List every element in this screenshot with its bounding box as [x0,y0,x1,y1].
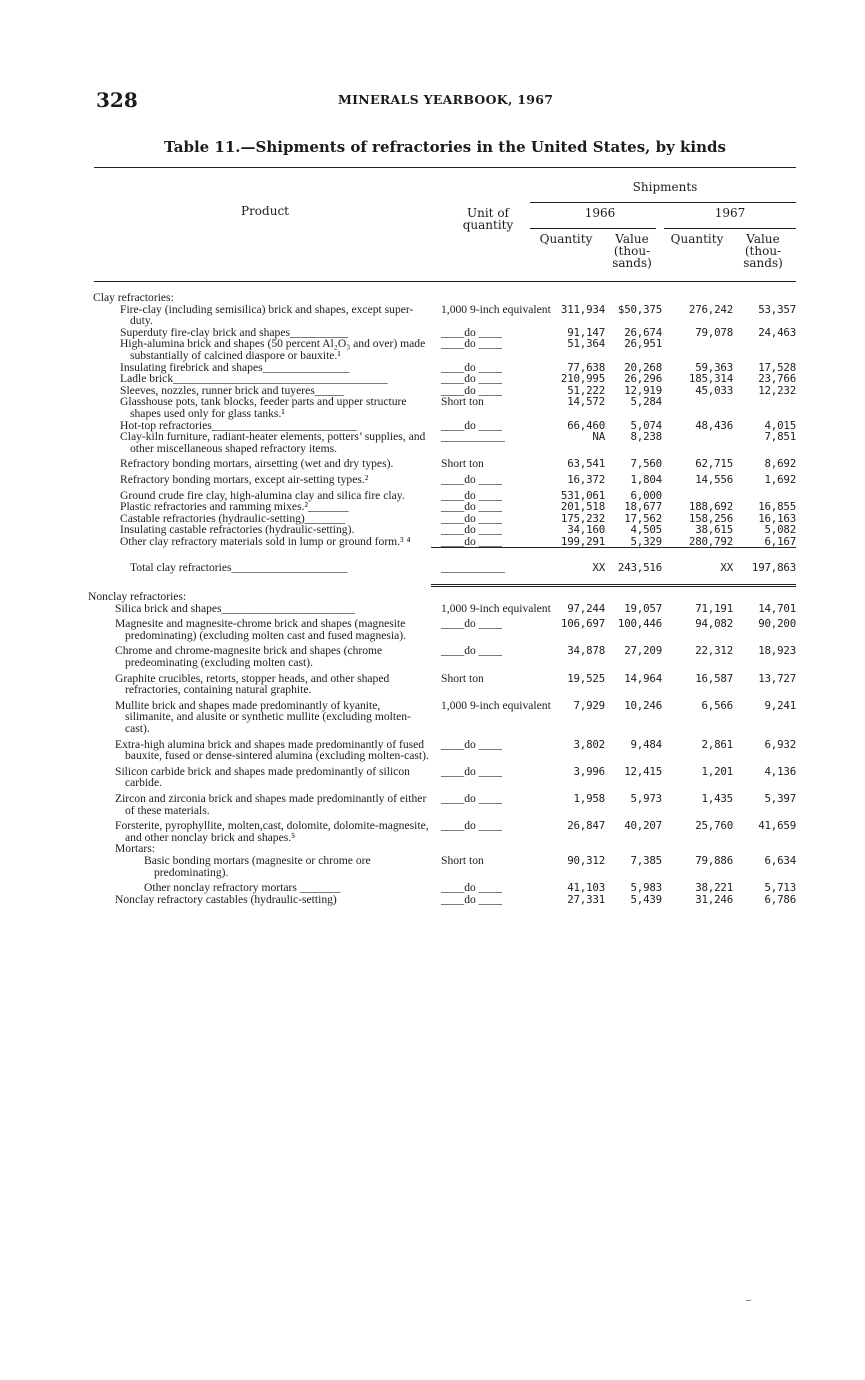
quantity-1967-cell: 59,363 [695,360,733,374]
header-year-1967: 1967 [714,206,746,220]
unit-cell: Short ton [441,671,484,685]
quantity-1967-cell: 2,861 [701,737,733,751]
header-value-1967-l3: sands) [743,256,783,270]
product-cell [88,641,431,668]
quantity-1966-cell: 3,996 [573,764,605,778]
quantity-1966-cell: 531,061 [560,488,605,502]
product-cell [88,338,431,361]
value-1967-cell: 18,923 [758,644,797,658]
quantity-1967-cell: 38,615 [695,523,733,537]
product-label: High-alumina brick and shapes (50 percent Al₂O₃ and over) made substantially of calcined diaspore or bauxite.¹ [120,337,426,362]
table-row [88,470,796,486]
product-cell [88,454,431,470]
product-cell [88,669,431,696]
quantity-1967-cell: 48,436 [695,418,733,432]
stray-mark [746,1300,751,1301]
quantity-1967-cell: 188,692 [688,500,733,514]
product-cell [88,894,431,906]
unit-cell: Short ton [441,457,484,471]
value-1967-cell: 16,163 [758,511,797,525]
quantity-1966-cell: 34,878 [567,644,605,658]
product-label: Clay-kiln furniture, radiant-heater elements, potters’ supplies, and other miscellaneous shaped refractory items. [120,430,426,455]
table-row [88,431,796,454]
value-1967-cell: 5,082 [764,523,797,537]
quantity-1967-cell: 79,078 [695,325,733,339]
quantity-1967-cell: 1,435 [701,791,733,805]
product-label: Glasshouse pots, tank blocks, feeder parts and upper structure shapes used only for glass tanks.¹ [120,395,407,420]
header-unit-line2: quantity [462,218,514,232]
value-1967-cell: 23,766 [758,372,797,386]
quantity-1966-cell: 1,958 [573,791,605,805]
value-1966-cell: 26,951 [624,337,662,351]
value-1966-cell: 4,505 [630,523,662,537]
unit-cell: ____do ____ [441,488,502,502]
quantity-1966-cell: 3,802 [573,737,605,751]
quantity-1967-cell: 22,312 [695,644,733,658]
table-row [88,696,796,735]
product-cell [88,614,431,641]
quantity-1967-cell: 14,556 [695,472,733,486]
quantity-1967-cell: 71,191 [695,601,733,615]
nonclay-heading: Nonclay refractories: [88,590,187,604]
unit-cell: Short ton [441,395,484,409]
value-1967-cell: 5,713 [764,881,797,895]
table-row [88,338,796,361]
header-bottom-rule [94,281,796,282]
quantity-1967-cell: 276,242 [688,302,733,316]
table-row [88,614,796,641]
value-1966-cell: 26,296 [624,372,662,386]
product-label: Insulating castable refractories (hydraulic-setting). [120,523,355,537]
value-1966-cell: 6,000 [630,488,662,502]
table-row [88,855,796,878]
product-label: Silicon carbide brick and shapes made predominantly of silicon carbide. [115,764,410,790]
value-1966-cell: 20,268 [624,360,662,374]
quantity-1966-cell: 201,518 [560,500,605,514]
product-label: Basic bonding mortars (magnesite or chrome ore predominating). [144,853,371,879]
value-1966-cell: 18,677 [624,500,662,514]
product-label: Nonclay refractory castables (hydraulic-setting) [115,892,337,906]
value-1966-cell: 40,207 [624,819,662,833]
quantity-1966-cell: 90,312 [567,853,605,867]
product-label: Fire-clay (including semisilica) brick and shapes, except super-duty. [120,302,414,328]
product-label: Castable refractories (hydraulic-setting)_______ [120,511,346,525]
unit-cell: ____do ____ [441,534,502,548]
total-q66-cell: XX [518,548,605,586]
product-label: Refractory bonding mortars, airsetting (wet and dry types). [120,457,394,471]
unit-cell: ____do ____ [441,881,502,895]
value-1966-cell: 27,209 [624,644,662,658]
value-1966-cell: 9,484 [630,737,662,751]
product-label: Refractory bonding mortars, except air-setting types.² [120,472,369,486]
total-label: Total clay refractories____________________ [130,560,348,574]
quantity-1967-cell: 6,566 [701,698,733,712]
value-1966-cell: 5,074 [630,418,662,432]
quantity-1966-cell: 27,331 [567,892,605,906]
value-1967-cell: 4,015 [764,418,797,432]
unit-cell: ____do ____ [441,360,502,374]
value-1967-cell: 8,692 [764,457,797,471]
quantity-1966-cell: 34,160 [567,523,605,537]
quantity-1967-cell: 31,246 [695,892,733,906]
running-head: MINERALS YEARBOOK, 1967 [338,92,554,107]
product-label: Hot-top refractories_________________________ [120,418,357,432]
value-1967-cell: 7,851 [764,430,797,444]
section-heading-row [88,586,796,603]
quantity-1967-cell: 25,760 [695,819,733,833]
unit-cell: ____do ____ [441,644,502,658]
quantity-1966-cell: NA [592,430,605,444]
mortars-heading: Mortars: [115,842,155,856]
quantity-1967-cell: 38,221 [695,881,733,895]
unit-cell: ____do ____ [441,617,502,631]
header-value-1966-l1: Value [615,232,649,246]
product-cell [88,816,431,843]
value-1967-cell: 24,463 [758,325,797,339]
table-row [88,501,796,513]
table-row [88,454,796,470]
table-row [88,894,796,906]
table-body [88,292,796,905]
product-label: Magnesite and magnesite-chrome brick and shapes (magnesite predominating) (excluding molten cast and fused magnesia). [115,617,407,642]
unit-cell: ____do ____ [441,764,502,778]
quantity-1966-cell: 7,929 [573,698,605,712]
product-label: Sleeves, nozzles, runner brick and tuyeres_____ [120,383,344,397]
section-heading-row [88,292,796,304]
quantity-1966-cell: 77,638 [567,360,605,374]
table-row [88,878,796,894]
unit-cell: ____do ____ [441,737,502,751]
quantity-1966-cell: 199,291 [560,534,605,548]
quantity-1966-cell: 66,460 [567,418,605,432]
shipments-rule [530,202,796,203]
product-cell [88,470,431,486]
value-1967-cell: 6,167 [764,534,797,548]
table-row [88,486,796,502]
unit-cell: Short ton [441,853,484,867]
header-quantity-1967: Quantity [670,232,724,246]
value-1967-cell: 5,397 [764,791,797,805]
quantity-1966-cell: 14,572 [567,395,605,409]
value-1967-cell [733,486,796,502]
product-label: Insulating firebrick and shapes_______________ [120,360,350,374]
value-1967-cell: 4,136 [764,764,797,778]
product-label: Ground crude fire clay, high-alumina clay and silica fire clay. [120,488,405,502]
value-1966-cell: $50,375 [617,302,662,316]
table-row [88,789,796,816]
product-cell [88,603,431,615]
value-1966-cell: 8,238 [630,430,662,444]
product-label: Other clay refractory materials sold in lump or ground form.³ ⁴ [120,534,411,548]
table-row [88,762,796,789]
header-value-1966-l2: (thou- [613,244,651,258]
table-row [88,669,796,696]
quantity-1967-cell: 1,201 [701,764,733,778]
value-1966-cell: 10,246 [624,698,662,712]
clay-heading: Clay refractories: [93,291,174,304]
value-1966-cell: 7,385 [630,853,662,867]
product-cell [88,762,431,789]
product-cell [88,373,431,385]
value-1966-cell: 26,674 [624,325,662,339]
product-label: Plastic refractories and ramming mixes.²_______ [120,500,349,514]
unit-cell: ____do ____ [441,383,502,397]
unit-cell: 1,000 9-inch equivalent [441,698,551,712]
quantity-1966-cell: 63,541 [567,457,605,471]
table-row [88,816,796,843]
unit-cell: ____do ____ [441,523,502,537]
product-cell [88,304,431,327]
table-row [88,641,796,668]
value-1967-cell [733,396,796,419]
value-1966-cell: 12,919 [624,383,662,397]
quantity-1966-cell: 16,372 [567,472,605,486]
value-1966-cell: 7,560 [630,457,662,471]
total-v67-cell: 197,863 [733,548,796,586]
quantity-1967-cell: 79,886 [695,853,733,867]
value-1967-cell: 41,659 [758,819,797,833]
value-1967-cell: 1,692 [764,472,797,486]
unit-cell: ___________ [441,430,505,444]
product-cell [88,536,431,548]
product-label: Ladle brick_____________________________________ [120,372,388,386]
year1966-rule [530,228,656,229]
page-number: 328 [96,88,138,112]
value-1966-cell: 100,446 [617,617,662,631]
quantity-1966-cell: 41,103 [567,881,605,895]
total-q67-cell: XX [662,548,733,586]
unit-cell: ____do ____ [441,500,502,514]
value-1966-cell: 17,562 [624,511,662,525]
top-rule [94,167,796,168]
value-1967-cell: 13,727 [758,671,797,685]
header-unit-line1: Unit of [467,206,509,220]
table-row [88,735,796,762]
quantity-1967-cell: 280,792 [688,534,733,548]
quantity-1967-cell: 158,256 [688,511,733,525]
header-year-1966: 1966 [584,206,616,220]
value-1966-cell: 5,983 [630,881,662,895]
value-1966-cell: 5,439 [630,892,662,906]
header-shipments: Shipments [632,180,698,194]
header-quantity-1966: Quantity [539,232,593,246]
product-cell [88,878,431,894]
quantity-1967-cell [662,338,733,361]
product-label: Mullite brick and shapes made predominantly of kyanite, silimanite, and alusite or synthetic mullite (excluding molten-cast). [115,698,411,735]
value-1967-cell: 16,855 [758,500,797,514]
table-row [88,304,796,327]
quantity-1966-cell: 91,147 [567,325,605,339]
value-1966-cell: 1,804 [630,472,662,486]
unit-cell: ____do ____ [441,472,502,486]
value-1967-cell: 6,634 [764,853,797,867]
product-label: Zircon and zirconia brick and shapes made predominantly of either of these materials. [115,791,427,817]
value-1967-cell: 90,200 [758,617,797,631]
header-value-1966-l3: sands) [612,256,652,270]
product-label: Other nonclay refractory mortars _______ [144,881,341,895]
quantity-1966-cell: 51,222 [567,383,605,397]
product-label: Chrome and chrome-magnesite brick and shapes (chrome predeominating (excluding molten cast). [115,644,383,670]
quantity-1966-cell: 175,232 [560,511,605,525]
value-1967-cell: 17,528 [758,360,797,374]
product-cell [88,501,431,513]
refractories-table [88,292,796,905]
header-product: Product [241,204,289,218]
quantity-1966-cell: 51,364 [567,337,605,351]
value-1967-cell: 12,232 [758,383,797,397]
product-cell [88,431,431,454]
value-1967-cell [733,338,796,361]
total-unit-cell: ___________ [431,548,518,586]
quantity-1967-cell: 94,082 [695,617,733,631]
total-row [88,548,796,586]
quantity-1967-cell: 185,314 [688,372,733,386]
value-1966-cell: 5,284 [630,395,662,409]
product-label: Extra-high alumina brick and shapes made predominantly of fused bauxite, fused or dense-sintered alumina (excluding molten-cast). [115,737,429,763]
quantity-1966-cell: 311,934 [560,302,605,316]
quantity-1967-cell: 16,587 [695,671,733,685]
quantity-1967-cell: 45,033 [695,383,733,397]
quantity-1967-cell: 62,715 [695,457,733,471]
product-label: Silica brick and shapes_______________________ [115,601,355,615]
value-1967-cell: 14,701 [758,601,797,615]
quantity-1966-cell: 210,995 [560,372,605,386]
unit-cell: 1,000 9-inch equivalent [441,302,551,316]
value-1967-cell: 53,357 [758,302,797,316]
unit-cell: ____do ____ [441,325,502,339]
table-title: Table 11.—Shipments of refractories in the United States, by kinds [164,138,726,156]
product-cell [88,855,431,878]
unit-cell: ____do ____ [441,819,502,833]
product-cell [88,789,431,816]
value-1966-cell: 5,329 [630,534,662,548]
product-label: Graphite crucibles, retorts, stopper heads, and other shaped refractories, containing natural graphite. [115,671,390,697]
unit-cell: ____do ____ [441,511,502,525]
quantity-1967-cell [662,396,733,419]
table-row [88,396,796,419]
product-label: Forsterite, pyrophyllite, molten,cast, dolomite, dolomite-magnesite, and other nonclay brick and shapes.⁵ [115,819,429,844]
product-cell [88,396,431,419]
value-1966-cell: 14,964 [624,671,662,685]
product-label: Superduty fire-clay brick and shapes__________ [120,325,348,339]
quantity-1966-cell: 19,525 [567,671,605,685]
quantity-1966-cell: 106,697 [560,617,605,631]
header-value-1967-l1: Value [746,232,780,246]
unit-cell: ____do ____ [441,418,502,432]
header-value-1967-l2: (thou- [744,244,782,258]
value-1967-cell: 6,786 [764,892,797,906]
unit-cell: 1,000 9-inch equivalent [441,601,551,615]
quantity-1967-cell [662,486,733,502]
value-1967-cell: 6,932 [764,737,797,751]
product-cell [88,486,431,502]
value-1966-cell: 5,973 [630,791,662,805]
table-row [88,603,796,615]
unit-cell: ____do ____ [441,372,502,386]
table-row [88,373,796,385]
unit-cell: ____do ____ [441,791,502,805]
year1967-rule [664,228,796,229]
quantity-1966-cell: 26,847 [567,819,605,833]
value-1967-cell: 9,241 [764,698,797,712]
total-v66-cell: 243,516 [605,548,662,586]
value-1966-cell: 19,057 [624,601,662,615]
table-row [88,536,796,548]
product-cell [88,735,431,762]
product-cell [88,696,431,735]
value-1966-cell: 12,415 [624,764,662,778]
quantity-1966-cell: 97,244 [567,601,605,615]
unit-cell: ____do ____ [441,892,502,906]
unit-cell: ____do ____ [441,337,502,351]
quantity-1967-cell [662,431,733,454]
